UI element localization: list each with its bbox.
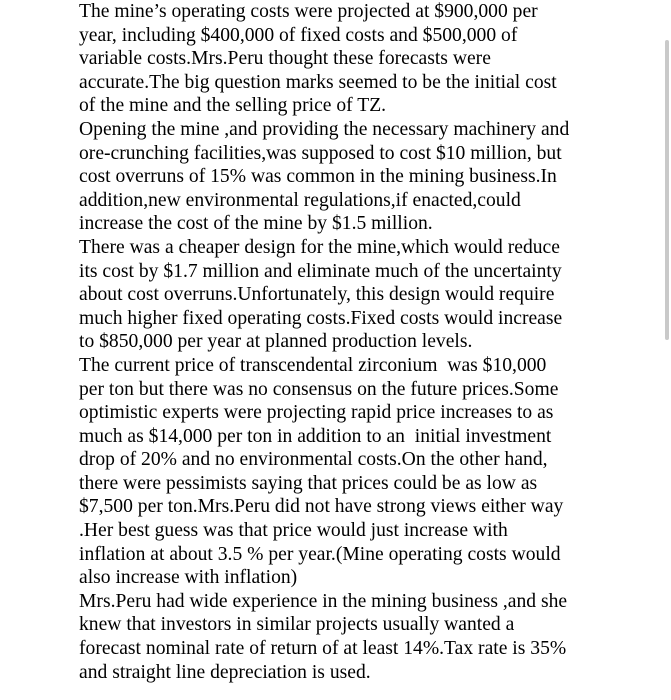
text-line: The mine’s operating costs were projected at $900,000 per <box>79 1 538 22</box>
text-line: accurate.The big question marks seemed to be the initial cost <box>79 71 557 93</box>
text-line: knew that investors in similar projects usually wanted a <box>79 614 515 636</box>
text-line: increase the cost of the mine by $1.5 million. <box>79 213 433 235</box>
text-line: and straight line depreciation is used. <box>79 661 371 683</box>
text-line: per ton but there was no consensus on the future prices.Some <box>79 378 559 400</box>
text-line: to $850,000 per year at planned production levels. <box>79 331 473 353</box>
text-line: variable costs.Mrs.Peru thought these forecasts were <box>79 48 491 70</box>
text-line: inflation at about 3.5 % per year.(Mine operating costs would <box>79 543 561 565</box>
text-line: optimistic experts were projecting rapid price increases to as <box>79 402 554 424</box>
text-line: its cost by $1.7 million and eliminate much of the uncertainty <box>79 260 562 282</box>
text-line: cost overruns of 15% was common in the mining business.In <box>79 166 557 188</box>
text-line: The current price of transcendental zirconium was $10,000 <box>79 354 547 376</box>
text-line: also increase with inflation) <box>79 567 298 589</box>
text-line: .Her best guess was that price would just increase with <box>79 520 508 542</box>
text-line: ore-crunching facilities,was supposed to cost $10 million, but <box>79 142 562 164</box>
document-text <box>79 0 654 684</box>
text-line: There was a cheaper design for the mine,which would reduce <box>79 236 560 258</box>
scrollbar[interactable] <box>665 40 669 340</box>
text-line: $7,500 per ton.Mrs.Peru did not have strong views either way <box>79 496 564 518</box>
text-line: much as $14,000 per ton in addition to an initial investment <box>79 425 552 447</box>
text-line: Mrs.Peru had wide experience in the mining business ,and she <box>79 590 568 612</box>
text-line: about cost overruns.Unfortunately, this design would require <box>79 284 555 306</box>
text-line: drop of 20% and no environmental costs.On the other hand, <box>79 449 548 471</box>
text-line: year, including $400,000 of fixed costs and $500,000 of <box>79 24 518 46</box>
text-line: much higher fixed operating costs.Fixed costs would increase <box>79 307 563 329</box>
text-line: forecast nominal rate of return of at least 14%.Tax rate is 35% <box>79 638 567 660</box>
text-line: addition,new environmental regulations,if enacted,could <box>79 189 521 211</box>
text-line: Opening the mine ,and providing the necessary machinery and <box>79 118 570 140</box>
text-line: of the mine and the selling price of TZ. <box>79 95 387 117</box>
text-line: there were pessimists saying that prices could be as low as <box>79 472 538 494</box>
